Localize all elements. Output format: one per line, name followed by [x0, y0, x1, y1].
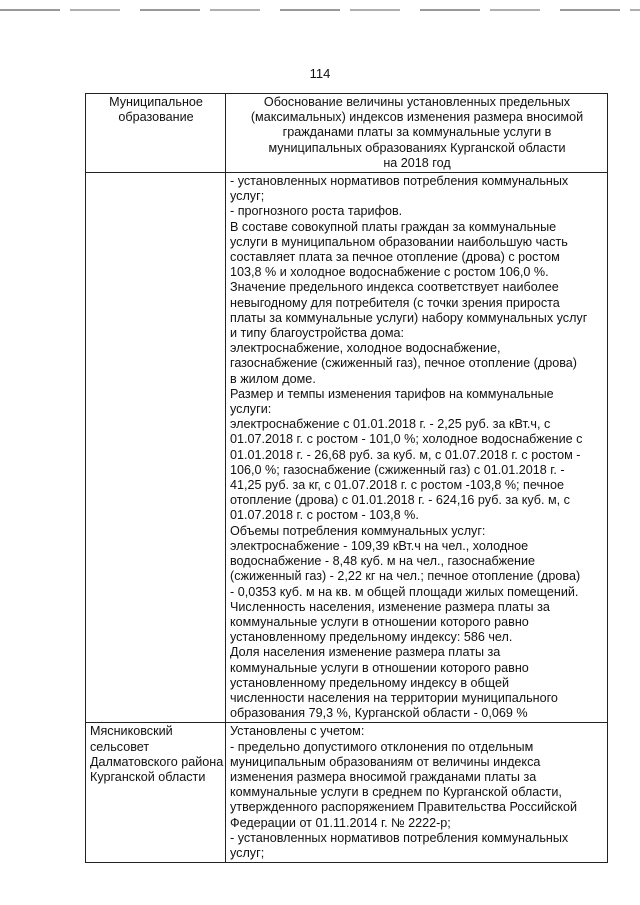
scan-artifact-line [0, 9, 640, 11]
cell-municipality [86, 173, 226, 723]
cell-justification: - установленных нормативов потребления коммунальных услуг; - прогнозного роста тарифов. В составе совокупной платы граждан за коммунальные услуги в муниципальном образовании наибольшую часть составляет плата за печное отопление (дрова) с ростом 103,8 % и холодное водоснабжение с ростом 106,0 %. Значение предельного индекса соответствует наиболее невыгодному для потребителя (с точки зрения прироста платы за коммунальные услуги) набору коммунальных услуг и типу благоустройства дома: электроснабжение, холодное водоснабжение, газоснабжение (сжиженный газ), печное отопление (дрова) в жилом доме. Размер и темпы изменения тарифов на коммунальные услуги: электроснабжение с 01.01.2018 г. - 2,25 руб. за кВт.ч, с 01.07.2018 г. с ростом - 101,0 %; холодное водоснабжение с 01.01.2018 г. - 26,68 руб. за куб. м, с 01.07.2018 г. с ростом - 106,0 %; газоснабжение (сжиженный газ) с 01.01.2018 г. - 41,25 руб. за кг, с 01.07.2018 г. с ростом -103,8 %; печное отопление (дрова) с 01.01.2018 г. - 624,16 руб. за куб. м, с 01.07.2018 г. с ростом - 103,8 %. Объемы потребления коммунальных услуг: электроснабжение - 109,39 кВт.ч на чел., холодное водоснабжение - 8,48 куб. м на чел., газоснабжение (сжиженный газ) - 2,22 кг на чел.; печное отопление (дрова) - 0,0353 куб. м на кв. м общей площади жилых помещений. Численность населения, изменение размера платы за коммунальные услуги в отношении которого равно установленному предельному индексу: 586 чел. Доля населения изменение размера платы за коммунальные услуги в отношении которого равно установленному предельному индексу в общей численности населения на территории муниципального образования 79,3 %, Курганской области - 0,069 % [226, 173, 608, 723]
header-justification: Обоснование величины установленных предельных (максимальных) индексов изменения размера вносимой гражданами платы за коммунальные услуги в муниципальных образованиях Курганской области на 2018 год [226, 94, 608, 173]
table-row [86, 723, 608, 863]
header-municipality: Муниципальное образование [86, 94, 226, 173]
table-header-row [86, 94, 608, 173]
cell-municipality: Мясниковский сельсовет Далматовского района Курганской области [86, 723, 226, 863]
cell-justification: Установлены с учетом: - предельно допустимого отклонения по отдельным муниципальным образованиям от величины индекса изменения размера вносимой гражданами платы за коммунальные услуги в среднем по Курганской области, утвержденного распоряжением Правительства Российской Федерации от 01.11.2014 г. № 2222-р; - установленных нормативов потребления коммунальных услуг; [226, 723, 608, 863]
tariff-justification-table [85, 93, 608, 863]
table-row [86, 173, 608, 723]
page-number: 114 [309, 66, 331, 81]
